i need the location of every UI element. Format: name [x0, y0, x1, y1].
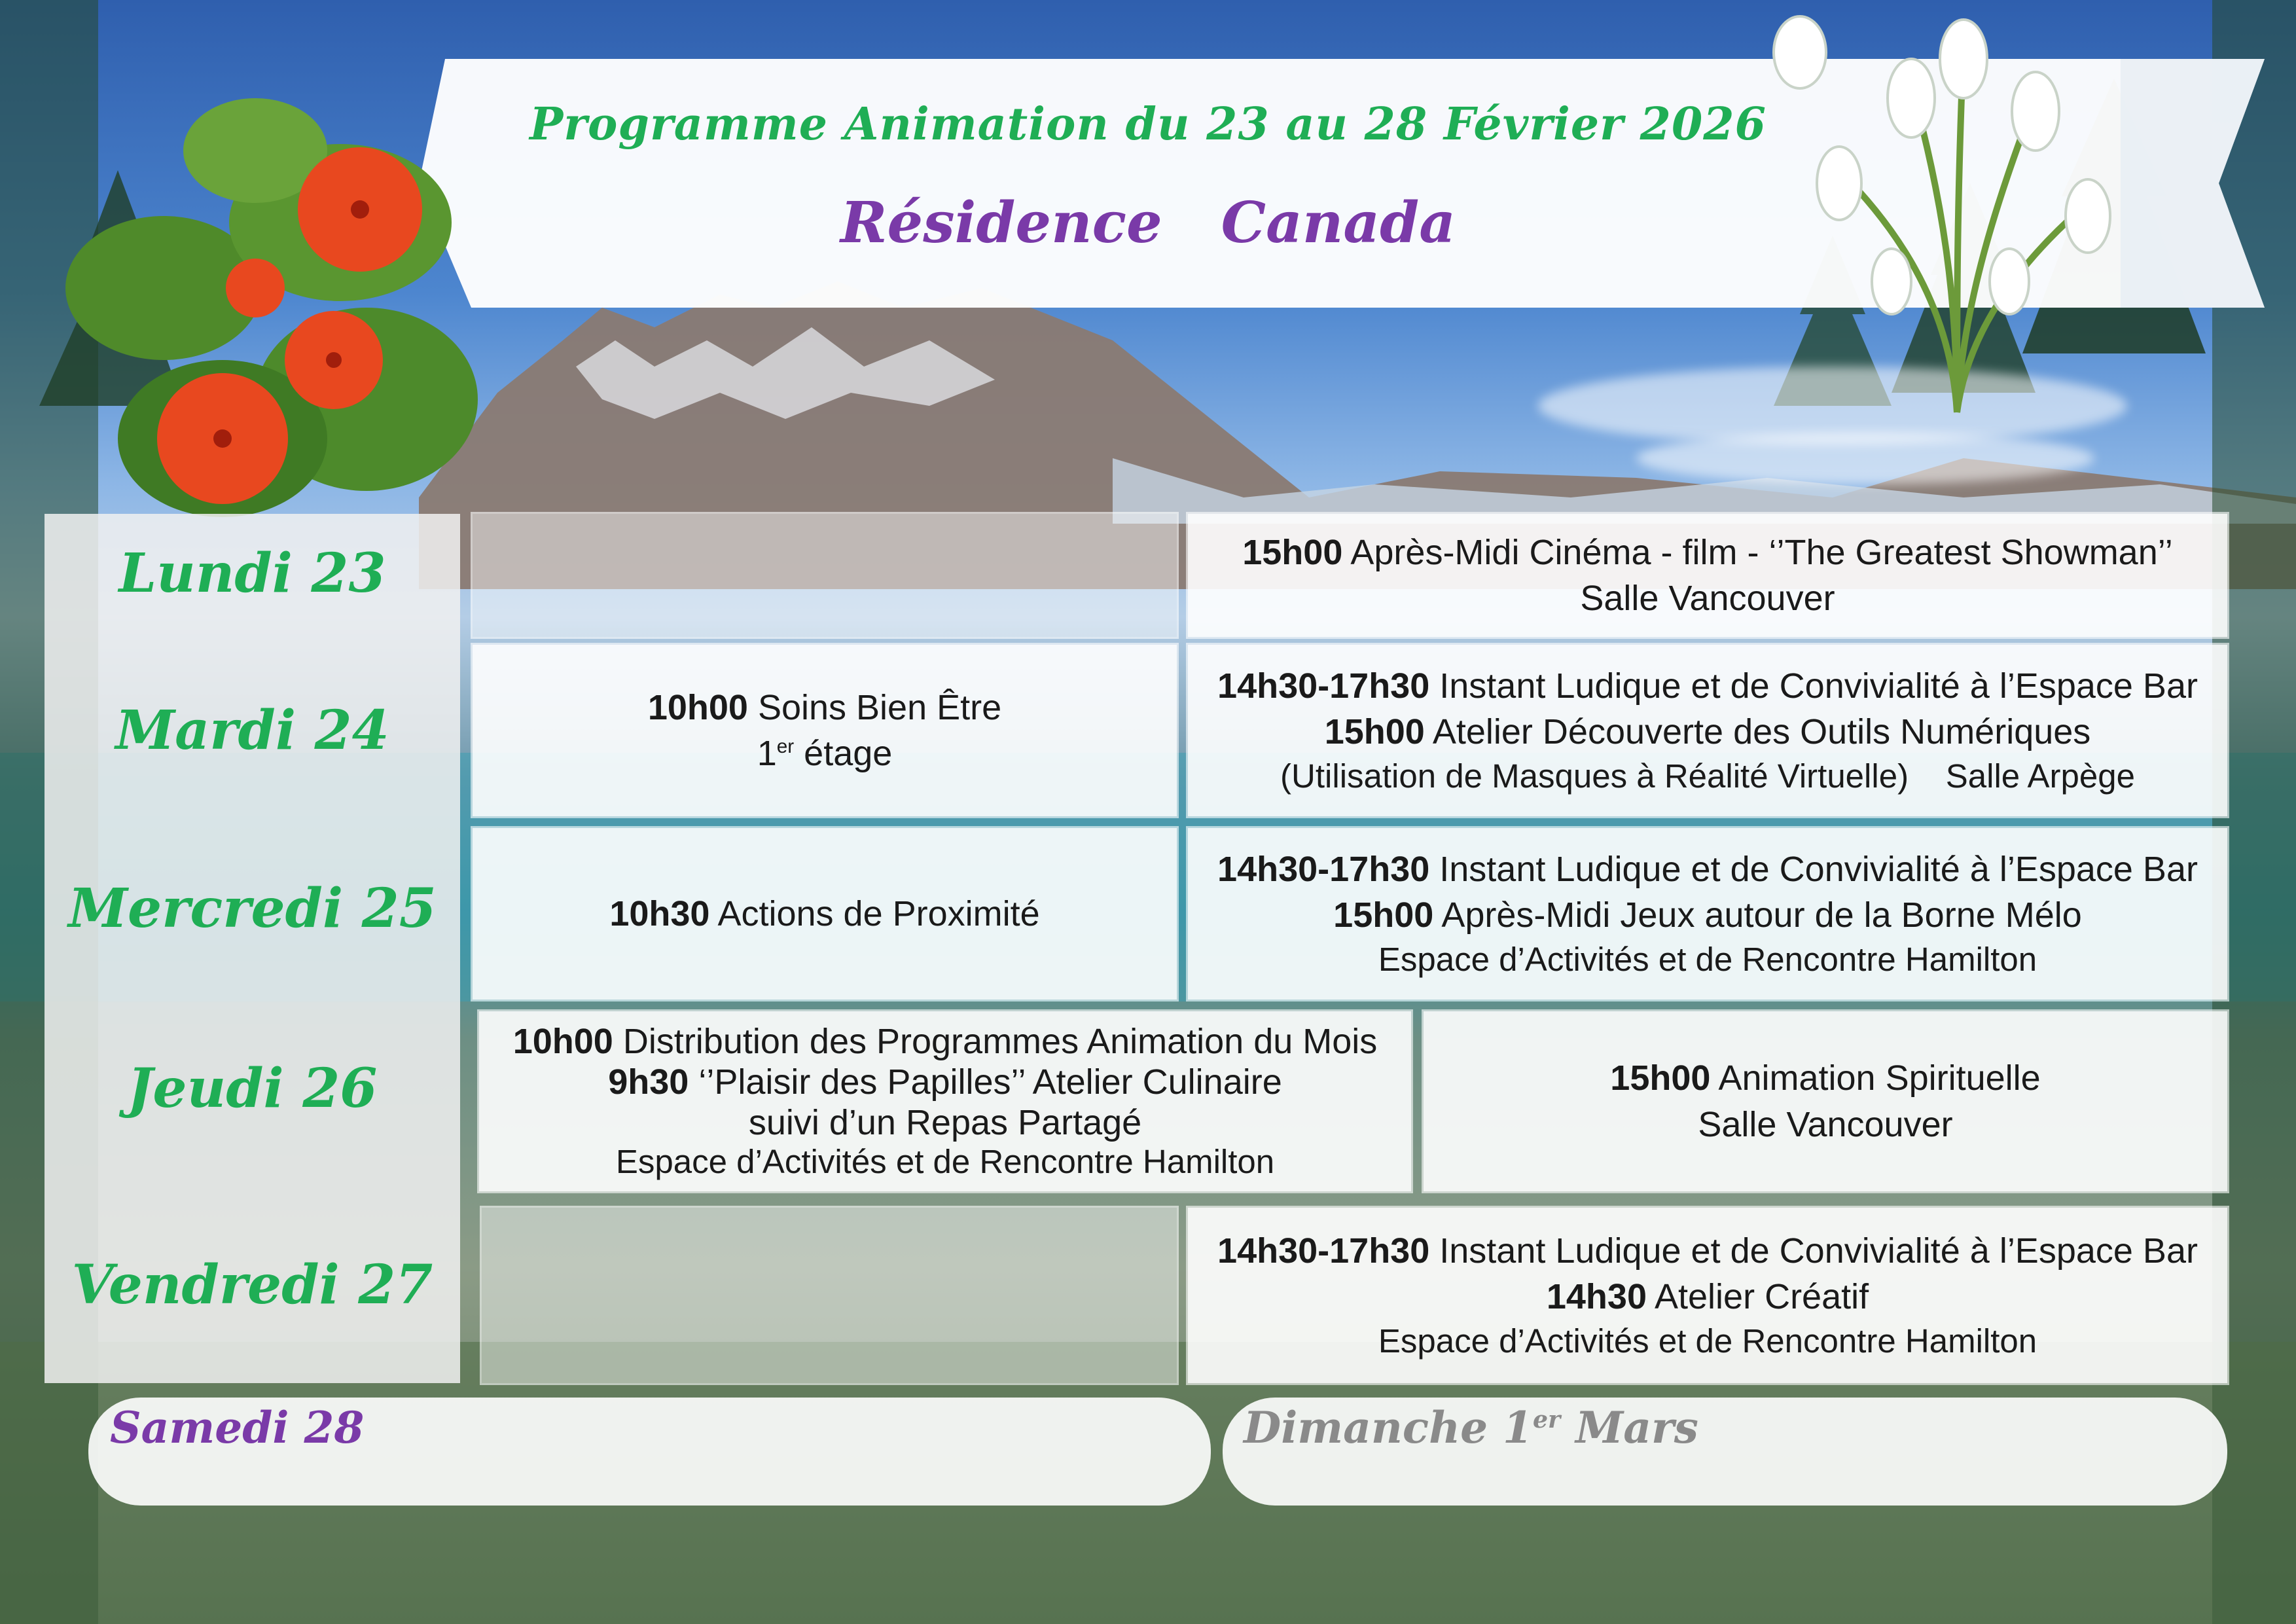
day-label-mercredi: Mercredi 25: [68, 877, 437, 940]
afternoon-box-mercredi: [1188, 828, 2227, 1000]
afternoon-box-lundi: [1188, 514, 2227, 637]
morning-box-lundi: [473, 514, 1177, 637]
red-flower-icon: [59, 72, 491, 530]
activity-line: 15h00 Animation Spirituelle: [1610, 1058, 2041, 1098]
day-label-vendredi: Vendredi 27: [71, 1254, 433, 1316]
day-label-lundi: Lundi 23: [118, 542, 386, 605]
activity-line: 10h30 Actions de Proximité: [609, 893, 1040, 933]
day-label-mardi: Mardi 24: [115, 699, 389, 762]
activity-line: 15h00 Après-Midi Cinéma - film - ‘’The Greatest Showman’’: [1242, 532, 2173, 572]
activity-line: suivi d’un Repas Partagé: [748, 1103, 1142, 1143]
morning-box-vendredi: [482, 1208, 1177, 1383]
saturday-label: Samedi 28: [110, 1402, 365, 1453]
activity-line: 15h00 Après-Midi Jeux autour de la Borne Mélo: [1333, 895, 2082, 935]
morning-box-mardi: [473, 645, 1177, 816]
sunday-label: Dimanche 1er Mars: [1244, 1402, 1698, 1453]
activity-line: 15h00 Atelier Découverte des Outils Numériques: [1324, 712, 2091, 751]
morning-box-jeudi: [479, 1011, 1411, 1191]
activity-line: Salle Vancouver: [1580, 579, 1835, 618]
activity-line: 14h30-17h30 Instant Ludique et de Convivialité à l’Espace Bar: [1217, 666, 2198, 706]
residence-name: Résidence Canada: [840, 190, 1456, 256]
activity-line: 14h30 Atelier Créatif: [1546, 1276, 1869, 1316]
activity-line: 9h30 ‘’Plaisir des Papilles’’ Atelier Culinaire: [608, 1062, 1282, 1102]
activity-line: Salle Vancouver: [1698, 1104, 1953, 1144]
afternoon-box-mardi: [1188, 645, 2227, 816]
afternoon-box-jeudi: [1424, 1011, 2227, 1191]
activity-line: Espace d’Activités et de Rencontre Hamilton: [1378, 941, 2037, 979]
activity-line: Espace d’Activités et de Rencontre Hamilton: [1378, 1322, 2037, 1360]
activity-line: 1er étage: [757, 734, 893, 773]
day-label-jeudi: Jeudi 26: [127, 1057, 378, 1120]
activity-line: 14h30-17h30 Instant Ludique et de Convivialité à l’Espace Bar: [1217, 1231, 2198, 1271]
activity-line: (Utilisation de Masques à Réalité Virtuelle) Salle Arpège: [1280, 757, 2135, 795]
activity-line: Espace d’Activités et de Rencontre Hamilton: [615, 1143, 1275, 1181]
activity-line: 14h30-17h30 Instant Ludique et de Convivialité à l’Espace Bar: [1217, 849, 2198, 889]
activity-line: 10h00 Distribution des Programmes Animation du Mois: [512, 1022, 1378, 1062]
afternoon-box-vendredi: [1188, 1208, 2227, 1383]
activity-line: 10h00 Soins Bien Être: [647, 687, 1002, 727]
morning-box-mercredi: [473, 828, 1177, 1000]
snowdrop-flowers-icon: [1761, 7, 2140, 419]
cloud: [1636, 432, 2094, 484]
programme-title: Programme Animation du 23 au 28 Février 2026: [529, 98, 1767, 151]
days-column: [45, 514, 460, 1383]
